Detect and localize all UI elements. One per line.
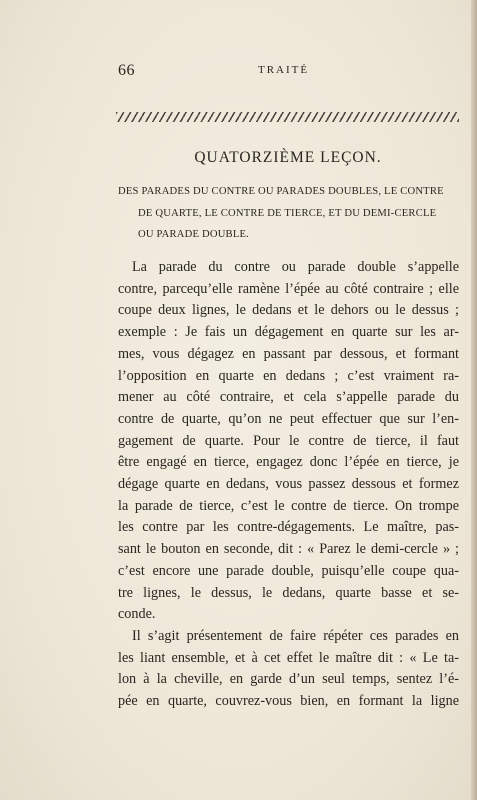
chapter-title: QUATORZIÈME LEÇON. xyxy=(194,149,382,166)
page-header xyxy=(118,62,458,84)
chapter-subtitle xyxy=(118,181,460,246)
text-line: pée en quarte, couvrez-vous bien, en formant la ligne xyxy=(118,693,459,710)
text-line: la parade de tierce, c’est le contre de tierce. On trompe xyxy=(118,497,459,514)
text-line: lon à la cheville, en garde d’un seul temps, sentez l’é- xyxy=(118,671,459,688)
page-number: 66 xyxy=(118,62,135,79)
text-line: les contre par les contre-dégagements. Le maître, pas- xyxy=(118,519,459,536)
text-line: contre de quarte, qu’on ne peut effectuer que sur l’en- xyxy=(118,410,459,427)
text-line: mes, vous dégagez en passant par dessous, et formant xyxy=(118,345,459,362)
text-line: les liant ensemble, et à cet effet le maître dit : « Le ta- xyxy=(118,649,459,666)
text-line: conde. xyxy=(118,606,156,623)
text-line: gagement de quarte. Pour le contre de tierce, il faut xyxy=(118,432,459,449)
text-line: coupe deux lignes, le dedans et le dehors ou le dessus ; xyxy=(118,302,459,319)
text-line: exemple : Je fais un dégagement en quarte sur les ar- xyxy=(118,324,459,341)
text-line: tre lignes, le dessus, le dedans, quarte basse et se- xyxy=(118,584,459,601)
body-text xyxy=(118,257,459,713)
text-line: c’est encore une parade double, puisqu’elle coupe qua- xyxy=(118,562,459,579)
text-line: dégage quarte en dedans, vous passez dessous et formez xyxy=(118,476,459,493)
subtitle-line: DE QUARTE, LE CONTRE DE TIERCE, ET DU DEMI-CERCLE xyxy=(138,207,437,219)
text-line: contre, parcequ’elle ramène l’épée au côté contraire ; elle xyxy=(118,280,459,297)
running-title: TRAITÉ xyxy=(258,64,310,76)
subtitle-line: OU PARADE DOUBLE. xyxy=(138,229,250,240)
subtitle-line: DES PARADES DU CONTRE OU PARADES DOUBLES, LE CONTRE xyxy=(118,186,444,197)
page-edge xyxy=(471,0,477,800)
text-line: Il s’agit présentement de faire répéter ces parades en xyxy=(132,627,459,644)
decorative-rule xyxy=(116,112,459,122)
text-line: mener au côté contraire, et cela s’appelle parade du xyxy=(118,389,459,406)
text-line: l’opposition en quarte en dedans ; c’est vraiment ra- xyxy=(118,367,459,384)
text-line: sant le bouton en seconde, dit : « Parez le demi-cercle » ; xyxy=(118,541,459,558)
text-line: La parade du contre ou parade double s’appelle xyxy=(132,259,459,275)
text-line: être engagé en tierce, engagez donc l’épée en tierce, je xyxy=(118,454,459,471)
